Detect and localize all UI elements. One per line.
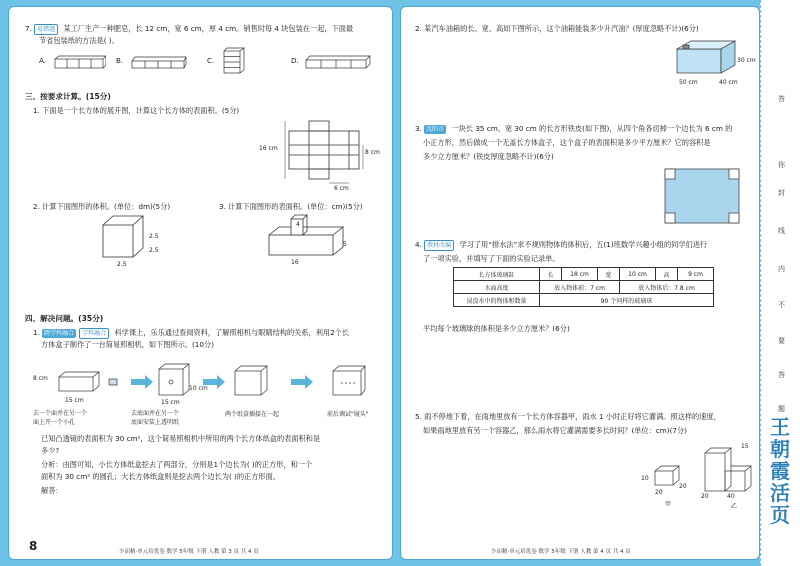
combined-shape-figure <box>265 213 355 265</box>
tank-label-40: 40 cm <box>719 79 738 86</box>
binding-char: 题 <box>778 405 785 413</box>
rq4-line: 4. 教材改编 学习了用“排水法”求不规则物体的体积后，五(1)班数学兴趣小组的同学们进行 <box>415 240 708 249</box>
cube-figure <box>99 213 149 263</box>
rq5: 5. 雨不停地下着，在雨地里放有一个长方体容器甲，雨水 1 小时正好将它灌满。照这样的速度， <box>415 412 721 421</box>
binding-char: 答 <box>778 371 785 379</box>
rq2: 2. 某汽车油箱的长、宽、高如下图所示，这个油箱能装多少升汽油？(厚度忽略不计)(6分) <box>415 24 699 33</box>
shape-label-16: 16 <box>291 259 299 266</box>
q41-line <box>33 327 349 339</box>
table-row: 水面高度 放入物体前：7 cm 放入物体后：7.8 cm <box>454 281 714 294</box>
binding-strip <box>760 0 800 566</box>
option-d[interactable]: D. <box>291 56 299 65</box>
q41-number: 1. <box>33 328 40 337</box>
cam-cap3: 两个纸盒插接在一起 <box>225 411 280 418</box>
cam-cap1: 去一个面并在另一个 面上开一个小孔 <box>33 410 88 426</box>
q7-number: 7. <box>25 24 32 33</box>
cam-label-10: 10 cm <box>189 385 208 392</box>
cam-label-15a: 15 cm <box>65 397 84 404</box>
tank-label-50: 50 cm <box>679 79 698 86</box>
rq3-line: 3. 沈阳市 一块长 35 cm、宽 30 cm 的长方形铁皮(如下图)，从四个角各切掉一个边长为 6 cm 的 <box>415 124 733 133</box>
cam-label-15b: 15 cm <box>161 399 180 406</box>
q41-analysis2: 面积为 30 cm² 的圆孔；大长方体纸盒则是挖去两个边长为( )的正方形面。 <box>41 472 280 481</box>
option-b[interactable]: B. <box>116 56 124 65</box>
section-3-title: 三、按要求计算。(15分) <box>25 92 111 101</box>
q41-ask2: 多少? <box>41 446 60 455</box>
binding-char: 内 <box>778 265 785 273</box>
cube-label-b: 2.5 <box>149 247 159 254</box>
q41-tag1: 跨学科融合 <box>44 329 75 337</box>
rq3-body3: 多少立方厘米？(铁皮厚度忽略不计)(6分) <box>423 152 554 161</box>
container-jia-label: 甲 <box>665 501 672 508</box>
binding-char: 你 <box>778 161 785 169</box>
section-4-title: 四、解决问题。(35分) <box>25 314 104 323</box>
table-row: 浸没水中的物体和数量 90 个同样的玻璃球 <box>454 294 714 307</box>
q41-body: 科学课上，乐乐通过查阅资料，了解照相机与眼睛结构的关系，利用2个长 <box>114 328 350 337</box>
tank-label-30: 30 cm <box>737 57 756 64</box>
cam-label-8: 8 cm <box>33 375 48 382</box>
option-c[interactable]: C. <box>207 56 215 65</box>
cube-label-c: 2.5 <box>117 261 127 268</box>
cube-label-a: 2.5 <box>149 233 159 240</box>
rq3-body: 一块长 35 cm、宽 30 cm 的长方形铁皮(如下图)，从四个角各切掉一个边长为 6 cm 的 <box>451 124 733 133</box>
q7-line <box>25 23 353 35</box>
cont-label-15: 15 <box>741 443 749 450</box>
option-a[interactable]: A. <box>39 56 47 65</box>
calc-q2: 2. 计算下面图形的体积。(单位：dm)(5分) <box>33 202 171 211</box>
option-a-figure <box>54 55 106 69</box>
cam-cap2: 去底面并在另一个 底面安装上透明纸 <box>131 410 180 426</box>
rq4-body2: 了一项实验，并填写了下面的实验记录单。 <box>423 254 560 263</box>
shape-label-5: 5 <box>343 241 347 248</box>
net-label-16: 16 cm <box>259 145 278 152</box>
option-c-figure <box>223 47 245 75</box>
rq5-2: 如果雨地里放有另一个容器乙，那么雨水将它灌满需要多长时间？(单位：cm)(7分) <box>423 426 687 435</box>
shape-label-4: 4 <box>296 221 300 228</box>
container-yi-label: 乙 <box>731 503 738 510</box>
cont-label-20a: 20 <box>655 489 663 496</box>
cont-label-10: 10 <box>641 475 649 482</box>
right-footer: 少而精·单元培优卷 数学 5年级 下册 人教 第 4 页 共 4 页 <box>491 549 631 555</box>
binding-char: 封 <box>778 189 785 197</box>
calc-q1: 1. 下面是一个长方体的展开图，计算这个长方体的表面积。(5分) <box>33 106 240 115</box>
cont-label-20b: 20 <box>679 483 687 490</box>
q7-tag: 易错题 <box>34 24 58 35</box>
rq4-tag: 教材改编 <box>424 240 454 251</box>
camera-steps-figure <box>39 357 379 409</box>
cont-label-20c: 20 <box>701 493 709 500</box>
net-diagram <box>279 119 379 187</box>
rq4-ask: 平均每个玻璃球的体积是多少立方厘米？(6分) <box>423 324 570 333</box>
page-number: 8 <box>29 539 38 553</box>
q7-body2: 节省包装纸的方法是( )。 <box>39 36 119 45</box>
binding-char: 要 <box>778 337 785 345</box>
q41-solution-label: 解答： <box>41 486 63 495</box>
table-row: 长方体玻璃缸 长 18 cm 宽 10 cm 高 9 cm <box>454 268 714 281</box>
q41-body2: 方体盒子制作了一台简易照相机，如下图所示。(10分) <box>41 340 214 349</box>
q41-analysis: 分析：由图可知，小长方体纸盒挖去了两部分，分别是1个边长为( )的正方形，和一个 <box>41 460 313 469</box>
binding-char: 线 <box>778 227 785 235</box>
left-page <box>8 6 393 560</box>
cam-cap4: 前后调试"镜头" <box>327 411 369 418</box>
option-d-figure <box>305 55 371 69</box>
binding-char: 答 <box>778 95 785 103</box>
binding-char: 不 <box>778 301 785 309</box>
option-b-figure <box>131 55 187 69</box>
rq3-body2: 小正方形，然后做成一个无盖长方体盒子，这个盒子的表面积是多少平方厘米？它的容积是 <box>423 138 711 147</box>
iron-sheet-figure <box>663 167 743 227</box>
q41-ask: 已知凸透镜的表面积为 30 cm²，这个简易照相机中所用的两个长方体纸盒的表面积和是 <box>41 434 321 443</box>
rq4-body: 学习了用“排水法”求不规则物体的体积后，五(1)班数学兴趣小组的同学们进行 <box>459 240 708 249</box>
net-label-8: 8 cm <box>365 149 380 156</box>
net-label-6: 6 cm <box>334 185 349 192</box>
publisher-logo: 王朝霞活页 <box>770 415 790 527</box>
experiment-table <box>453 267 714 307</box>
rq3-tag: 沈阳市 <box>426 125 445 133</box>
calc-q3: 3. 计算下面图形的表面积。(单位：cm)(5分) <box>219 202 363 211</box>
cont-label-40: 40 <box>727 493 735 500</box>
q7-body: 某工厂生产一种肥皂，长 12 cm，宽 6 cm，厚 4 cm。销售时每 4 块包装在一起，下面最 <box>63 24 354 33</box>
left-footer: 少而精·单元培优卷 数学 5年级 下册 人教 第 3 页 共 4 页 <box>119 549 259 555</box>
q41-tag2: 学科融合 <box>79 328 109 339</box>
right-page <box>400 6 760 560</box>
